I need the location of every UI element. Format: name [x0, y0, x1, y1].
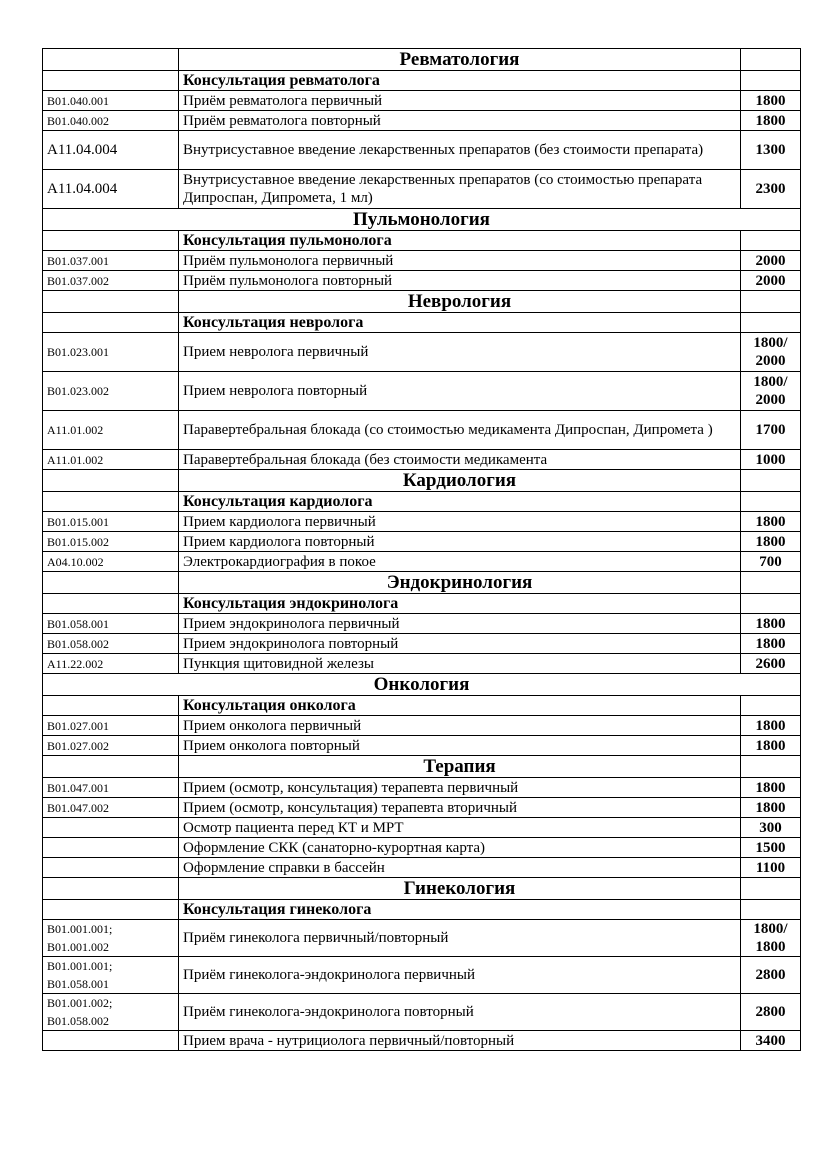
- service-row: [43, 1031, 801, 1051]
- service-price: 1800: [741, 716, 801, 736]
- service-row: [43, 634, 801, 654]
- service-name: Приём гинеколога первичный/повторный: [179, 920, 741, 957]
- service-price: 1800: [741, 614, 801, 634]
- service-price: 1700: [741, 411, 801, 450]
- service-code: B01.015.002: [43, 532, 179, 552]
- service-name: Оформление справки в бассейн: [179, 858, 741, 878]
- service-row: [43, 333, 801, 372]
- empty-price-cell: [741, 291, 801, 313]
- service-name: Прием невролога первичный: [179, 333, 741, 372]
- empty-price-cell: [741, 900, 801, 920]
- empty-price-cell: [741, 696, 801, 716]
- subsection-header-row: [43, 594, 801, 614]
- service-row: [43, 552, 801, 572]
- service-name: Приём пульмонолога первичный: [179, 251, 741, 271]
- service-row: [43, 838, 801, 858]
- empty-code-cell: [43, 71, 179, 91]
- service-name: Прием невролога повторный: [179, 372, 741, 411]
- service-name: Приём ревматолога первичный: [179, 91, 741, 111]
- subsection-title: Консультация ревматолога: [179, 71, 741, 91]
- empty-code-cell: [43, 492, 179, 512]
- service-row: [43, 512, 801, 532]
- subsection-title: Консультация эндокринолога: [179, 594, 741, 614]
- service-price: 1000: [741, 450, 801, 470]
- service-code: B01.040.002: [43, 111, 179, 131]
- service-name: Паравертебральная блокада (со стоимостью медикамента Дипроспан, Дипромета ): [179, 411, 741, 450]
- section-title: Гинекология: [179, 878, 741, 900]
- service-row: [43, 532, 801, 552]
- service-price: 1800: [741, 512, 801, 532]
- empty-price-cell: [741, 313, 801, 333]
- section-header-row: [43, 49, 801, 71]
- service-price: 2800: [741, 994, 801, 1031]
- empty-code-cell: [43, 231, 179, 251]
- empty-code-cell: [43, 313, 179, 333]
- service-code: B01.001.002; B01.058.002: [43, 994, 179, 1031]
- service-code: B01.001.001; B01.001.002: [43, 920, 179, 957]
- service-name: Прием кардиолога первичный: [179, 512, 741, 532]
- service-price: 2000: [741, 271, 801, 291]
- service-row: [43, 994, 801, 1031]
- empty-price-cell: [741, 470, 801, 492]
- service-name: Пункция щитовидной железы: [179, 654, 741, 674]
- service-name: Прием (осмотр, консультация) терапевта первичный: [179, 778, 741, 798]
- subsection-title: Консультация кардиолога: [179, 492, 741, 512]
- section-title: Кардиология: [179, 470, 741, 492]
- service-price: 1100: [741, 858, 801, 878]
- empty-code-cell: [43, 49, 179, 71]
- empty-code-cell: [43, 291, 179, 313]
- service-row: [43, 736, 801, 756]
- empty-price-cell: [741, 492, 801, 512]
- section-title: Ревматология: [179, 49, 741, 71]
- service-code: B01.023.001: [43, 333, 179, 372]
- empty-price-cell: [741, 572, 801, 594]
- service-code: B01.058.001: [43, 614, 179, 634]
- service-price: 1800: [741, 111, 801, 131]
- service-name: Внутрисуставное введение лекарственных препаратов (со стоимостью препарата Дипроспан, Дипромета, 1 мл): [179, 170, 741, 209]
- section-header-row: [43, 291, 801, 313]
- empty-code-cell: [43, 696, 179, 716]
- subsection-title: Консультация гинеколога: [179, 900, 741, 920]
- service-code: A11.01.002: [43, 411, 179, 450]
- service-row: [43, 858, 801, 878]
- service-row: [43, 170, 801, 209]
- service-price: 1800: [741, 91, 801, 111]
- empty-price-cell: [741, 49, 801, 71]
- service-code: B01.027.001: [43, 716, 179, 736]
- service-price: 2000: [741, 251, 801, 271]
- empty-code-cell: [43, 756, 179, 778]
- service-row: [43, 111, 801, 131]
- service-row: [43, 411, 801, 450]
- empty-price-cell: [741, 594, 801, 614]
- service-row: [43, 654, 801, 674]
- empty-price-cell: [741, 71, 801, 91]
- section-title: Пульмонология: [43, 209, 801, 231]
- service-name: Осмотр пациента перед КТ и МРТ: [179, 818, 741, 838]
- price-list-table: [42, 48, 801, 1051]
- subsection-header-row: [43, 231, 801, 251]
- service-code: [43, 838, 179, 858]
- service-name: Электрокардиография в покое: [179, 552, 741, 572]
- service-name: Прием (осмотр, консультация) терапевта вторичный: [179, 798, 741, 818]
- subsection-header-row: [43, 71, 801, 91]
- service-code: [43, 858, 179, 878]
- section-header-row: [43, 470, 801, 492]
- empty-code-cell: [43, 900, 179, 920]
- service-code: [43, 818, 179, 838]
- section-title: Онкология: [43, 674, 801, 696]
- service-row: [43, 251, 801, 271]
- service-row: [43, 614, 801, 634]
- service-name: Прием эндокринолога повторный: [179, 634, 741, 654]
- service-price: 2600: [741, 654, 801, 674]
- price-list-body: [43, 49, 801, 1051]
- service-code: B01.047.002: [43, 798, 179, 818]
- service-row: [43, 271, 801, 291]
- service-price: 3400: [741, 1031, 801, 1051]
- service-name: Оформление СКК (санаторно-курортная карта): [179, 838, 741, 858]
- service-price: 1800: [741, 634, 801, 654]
- service-code: A11.01.002: [43, 450, 179, 470]
- service-row: [43, 716, 801, 736]
- subsection-title: Консультация пульмонолога: [179, 231, 741, 251]
- service-code: B01.058.002: [43, 634, 179, 654]
- section-title: Неврология: [179, 291, 741, 313]
- service-row: [43, 450, 801, 470]
- service-price: 2300: [741, 170, 801, 209]
- section-header-row: [43, 878, 801, 900]
- empty-code-cell: [43, 470, 179, 492]
- subsection-header-row: [43, 696, 801, 716]
- section-header-row: [43, 572, 801, 594]
- section-header-row: [43, 756, 801, 778]
- service-price: 1800: [741, 778, 801, 798]
- service-price: 1800/ 2000: [741, 372, 801, 411]
- service-code: [43, 1031, 179, 1051]
- service-code: B01.037.002: [43, 271, 179, 291]
- service-row: [43, 778, 801, 798]
- service-price: 1800/ 2000: [741, 333, 801, 372]
- service-row: [43, 131, 801, 170]
- service-price: 700: [741, 552, 801, 572]
- service-row: [43, 818, 801, 838]
- service-code: B01.001.001; B01.058.001: [43, 957, 179, 994]
- service-price: 1300: [741, 131, 801, 170]
- service-price: 1800: [741, 736, 801, 756]
- service-code: B01.040.001: [43, 91, 179, 111]
- section-title: Эндокринология: [179, 572, 741, 594]
- subsection-header-row: [43, 313, 801, 333]
- service-row: [43, 91, 801, 111]
- service-price: 1800: [741, 798, 801, 818]
- service-code: B01.027.002: [43, 736, 179, 756]
- service-name: Приём ревматолога повторный: [179, 111, 741, 131]
- subsection-title: Консультация онколога: [179, 696, 741, 716]
- section-header-row: [43, 209, 801, 231]
- service-name: Прием онколога первичный: [179, 716, 741, 736]
- service-code: A11.22.002: [43, 654, 179, 674]
- empty-code-cell: [43, 878, 179, 900]
- empty-code-cell: [43, 594, 179, 614]
- empty-code-cell: [43, 572, 179, 594]
- service-name: Приём пульмонолога повторный: [179, 271, 741, 291]
- service-price: 1500: [741, 838, 801, 858]
- subsection-title: Консультация невролога: [179, 313, 741, 333]
- service-price: 1800: [741, 532, 801, 552]
- service-row: [43, 920, 801, 957]
- empty-price-cell: [741, 231, 801, 251]
- service-name: Прием врача - нутрициолога первичный/повторный: [179, 1031, 741, 1051]
- service-name: Приём гинеколога-эндокринолога повторный: [179, 994, 741, 1031]
- subsection-header-row: [43, 492, 801, 512]
- service-code: B01.015.001: [43, 512, 179, 532]
- service-name: Прием кардиолога повторный: [179, 532, 741, 552]
- service-code: B01.047.001: [43, 778, 179, 798]
- empty-price-cell: [741, 878, 801, 900]
- service-code: B01.023.002: [43, 372, 179, 411]
- service-code: A04.10.002: [43, 552, 179, 572]
- service-name: Прием онколога повторный: [179, 736, 741, 756]
- service-code: B01.037.001: [43, 251, 179, 271]
- empty-price-cell: [741, 756, 801, 778]
- service-row: [43, 798, 801, 818]
- service-row: [43, 957, 801, 994]
- service-code: A11.04.004: [43, 131, 179, 170]
- section-title: Терапия: [179, 756, 741, 778]
- service-price: 1800/ 1800: [741, 920, 801, 957]
- section-header-row: [43, 674, 801, 696]
- service-price: 300: [741, 818, 801, 838]
- service-name: Приём гинеколога-эндокринолога первичный: [179, 957, 741, 994]
- service-name: Прием эндокринолога первичный: [179, 614, 741, 634]
- service-price: 2800: [741, 957, 801, 994]
- service-name: Внутрисуставное введение лекарственных препаратов (без стоимости препарата): [179, 131, 741, 170]
- service-row: [43, 372, 801, 411]
- service-name: Паравертебральная блокада (без стоимости медикамента: [179, 450, 741, 470]
- subsection-header-row: [43, 900, 801, 920]
- service-code: A11.04.004: [43, 170, 179, 209]
